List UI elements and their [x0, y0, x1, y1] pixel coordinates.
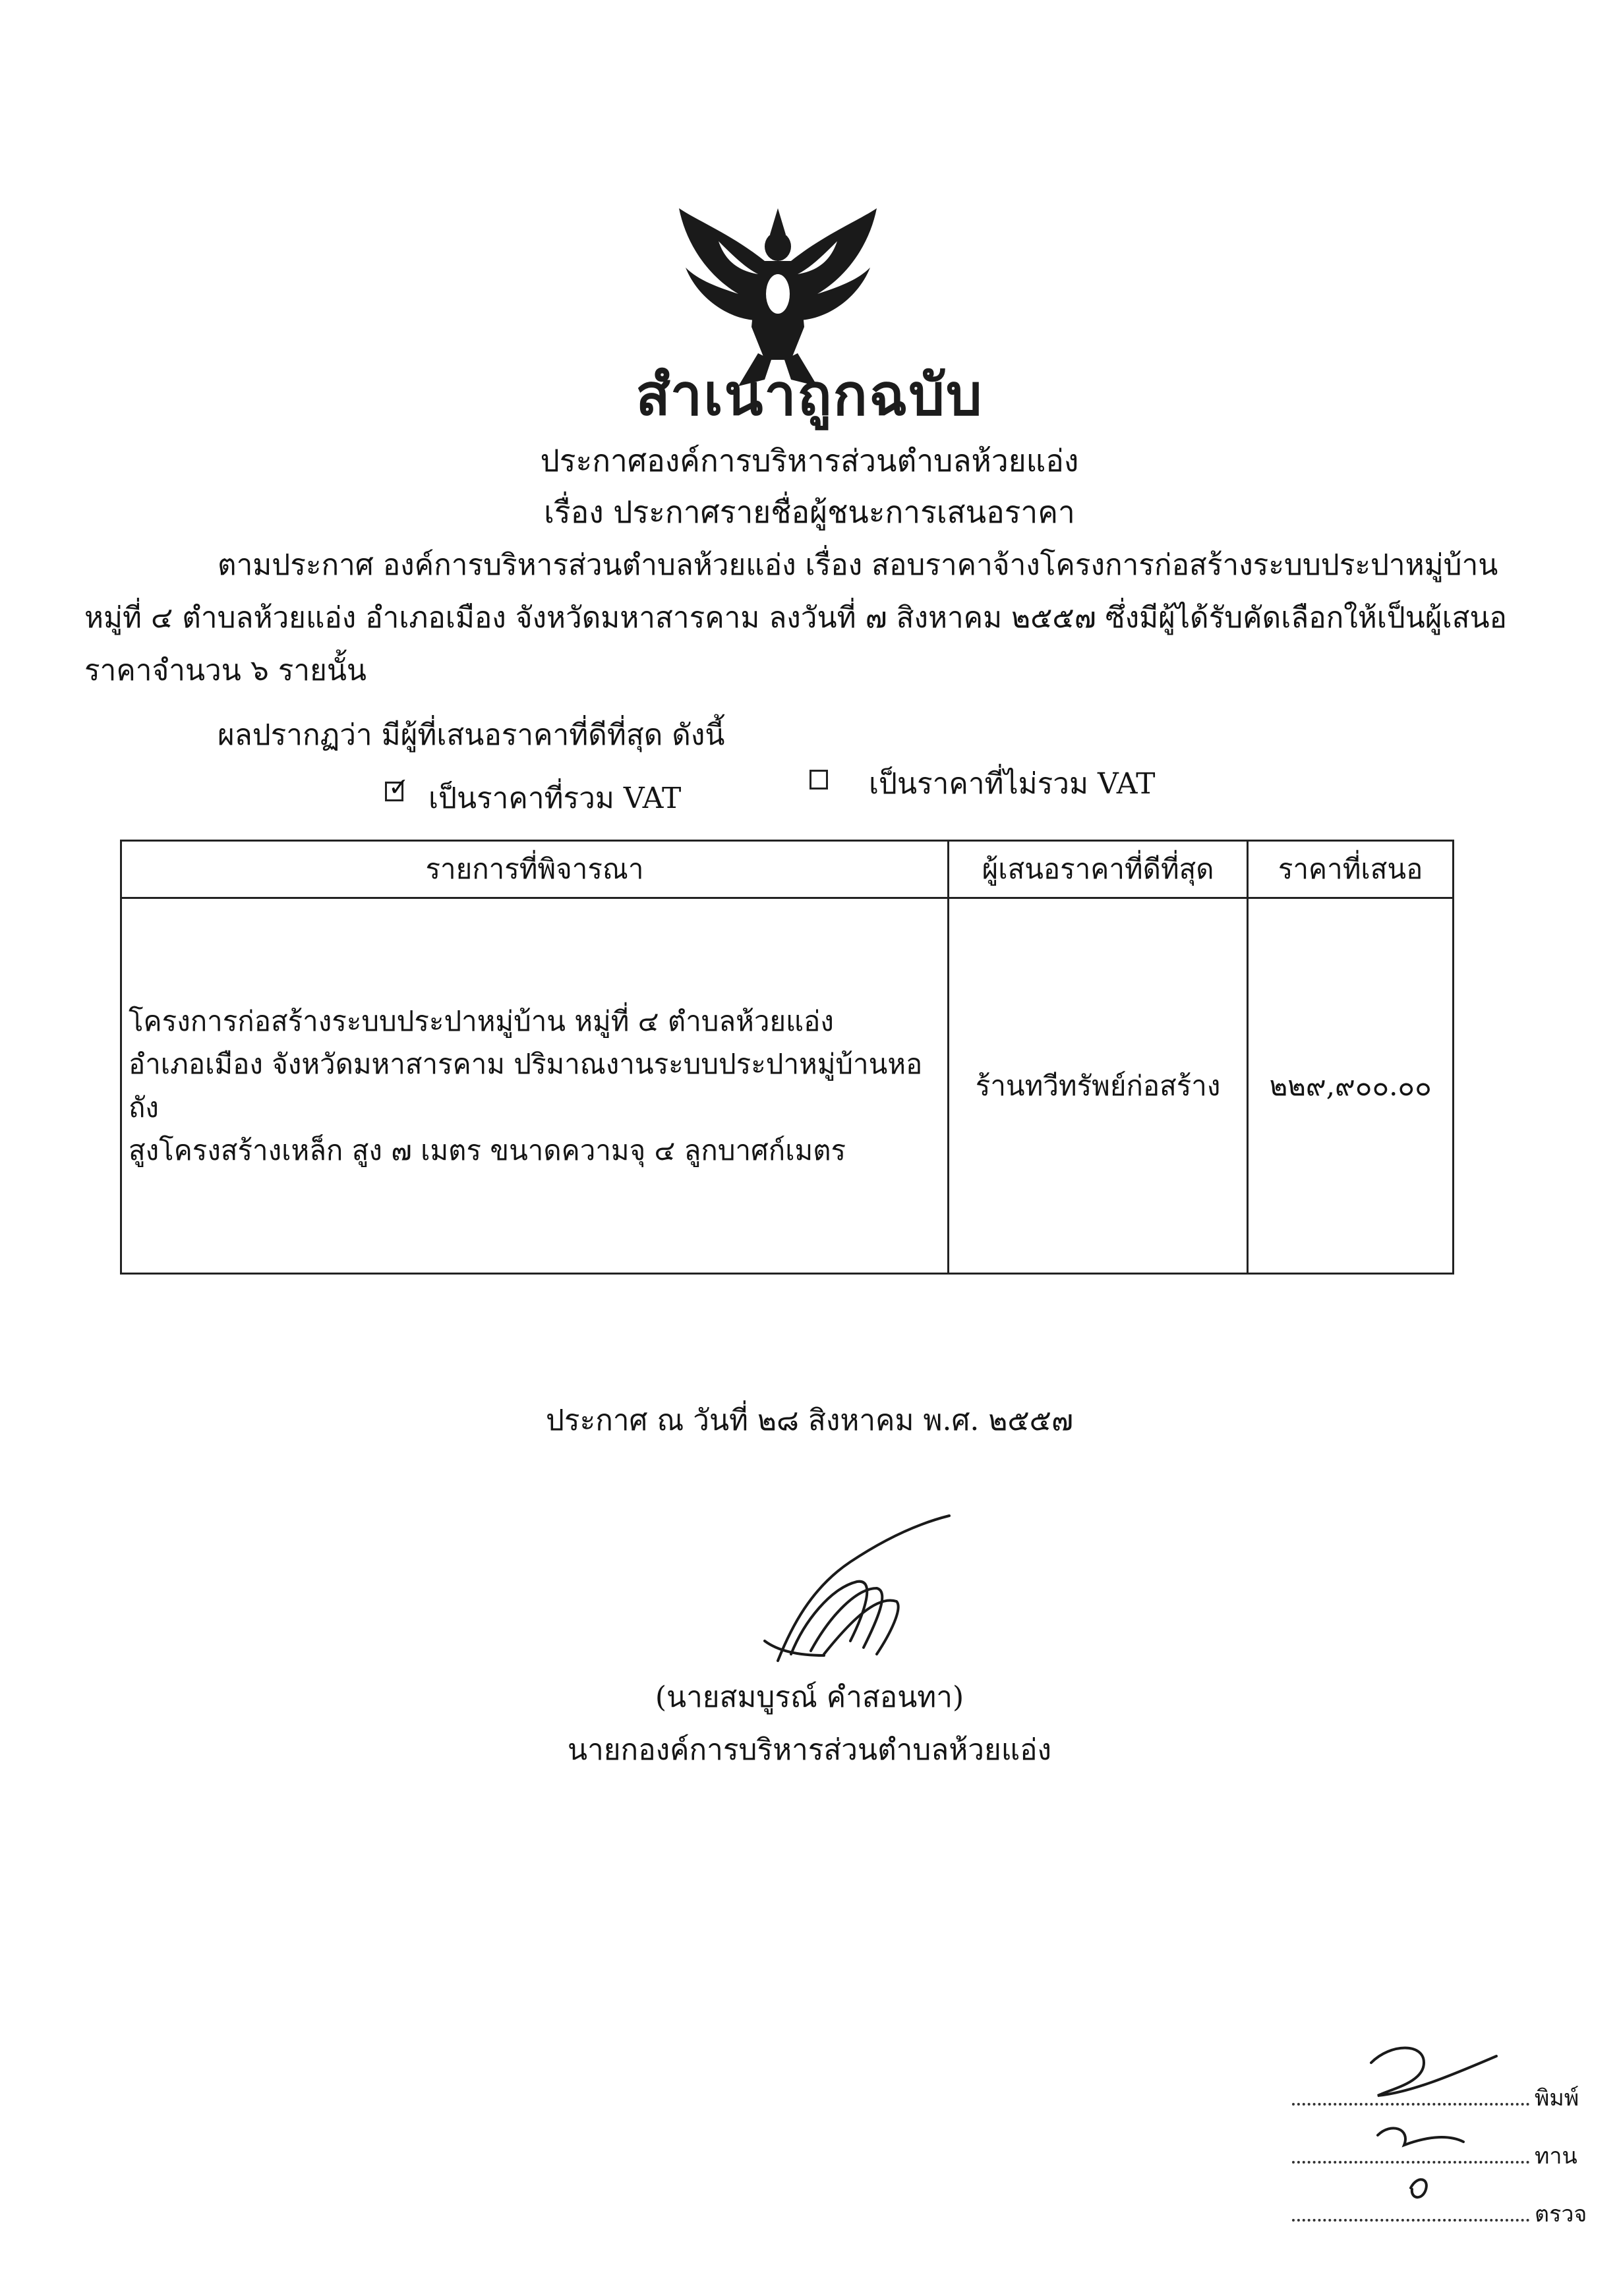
initial-checked-label: ทาน [1535, 2143, 1577, 2169]
item-line-3: สูงโครงสร้างเหล็ก สูง ๗ เมตร ขนาดความจุ ๔ ลูกบาศก์เมตร [129, 1134, 846, 1166]
body-line-1: ตามประกาศ องค์การบริหารส่วนตำบลห้วยแอ่ง เรื่อง สอบราคาจ้างโครงการก่อสร้างระบบประปาหมู่บ้าน [218, 548, 1498, 582]
item-cell [121, 898, 949, 1274]
initial-verified-row [1292, 2196, 1587, 2231]
vat-include-checkbox [385, 772, 409, 801]
signatory-name: (นายสมบูรณ์ คำสอนทา) [655, 1680, 964, 1714]
header-bidder: ผู้เสนอราคาที่ดีที่สุด [948, 841, 1247, 898]
vat-exclude-label: เป็นราคาที่ไม่รวม VAT [869, 767, 1156, 801]
initial-checked-row [1292, 2138, 1577, 2173]
table-row [121, 898, 1454, 1274]
announcement-date: ประกาศ ณ วันที่ ๒๘ สิงหาคม พ.ศ. ๒๕๕๗ [546, 1404, 1074, 1437]
initial-verified-label: ตรวจ [1535, 2201, 1587, 2227]
header-item: รายการที่พิจารณา [121, 841, 949, 898]
vat-include-label: เป็นราคาที่รวม VAT [428, 782, 682, 815]
initial-typed-label: พิมพ์ [1535, 2085, 1579, 2111]
table-header-row [121, 841, 1454, 898]
initial-scribble [1351, 2036, 1510, 2208]
announcement-subject: เรื่อง ประกาศรายชื่อผู้ชนะการเสนอราคา [544, 494, 1075, 530]
signatory-position: นายกองค์การบริหารส่วนตำบลห้วยแอ่ง [567, 1733, 1051, 1767]
dotted-line [1292, 2161, 1529, 2164]
award-table [120, 840, 1454, 1275]
announcement-title: ประกาศองค์การบริหารส่วนตำบลห้วยแอ่ง [540, 443, 1079, 478]
certified-copy-stamp: สำเนาถูกฉบับ [635, 362, 984, 428]
check-mark-icon: ✓ [388, 772, 409, 801]
bidder-cell: ร้านทวีทรัพย์ก่อสร้าง [948, 898, 1247, 1274]
signature-image [751, 1509, 962, 1680]
price-cell: ๒๒๙,๙๐๐.๐๐ [1248, 898, 1454, 1274]
body-line-2: หมู่ที่ ๔ ตำบลห้วยแอ่ง อำเภอเมือง จังหวัดมหาสารคาม ลงวันที่ ๗ สิงหาคม ๒๕๕๗ ซึ่งมีผู้ได้รับคัดเลือกให้เป็นผู้เสนอ [84, 601, 1507, 635]
item-line-1: โครงการก่อสร้างระบบประปาหมู่บ้าน หมู่ที่ ๔ ตำบลห้วยแอ่ง [129, 1005, 834, 1038]
vat-exclude-checkbox [810, 770, 828, 789]
item-line-2: อำเภอเมือง จังหวัดมหาสารคาม ปริมาณงานระบบประปาหมู่บ้านหอถัง [129, 1048, 923, 1124]
header-price: ราคาที่เสนอ [1248, 841, 1454, 898]
initial-typed-row [1292, 2080, 1579, 2115]
result-line: ผลปรากฏว่า มีผู้ที่เสนอราคาที่ดีที่สุด ดังนี้ [218, 718, 725, 752]
body-line-3: ราคาจำนวน ๖ รายนั้น [84, 654, 367, 687]
dotted-line [1292, 2103, 1529, 2106]
dotted-line [1292, 2219, 1529, 2222]
